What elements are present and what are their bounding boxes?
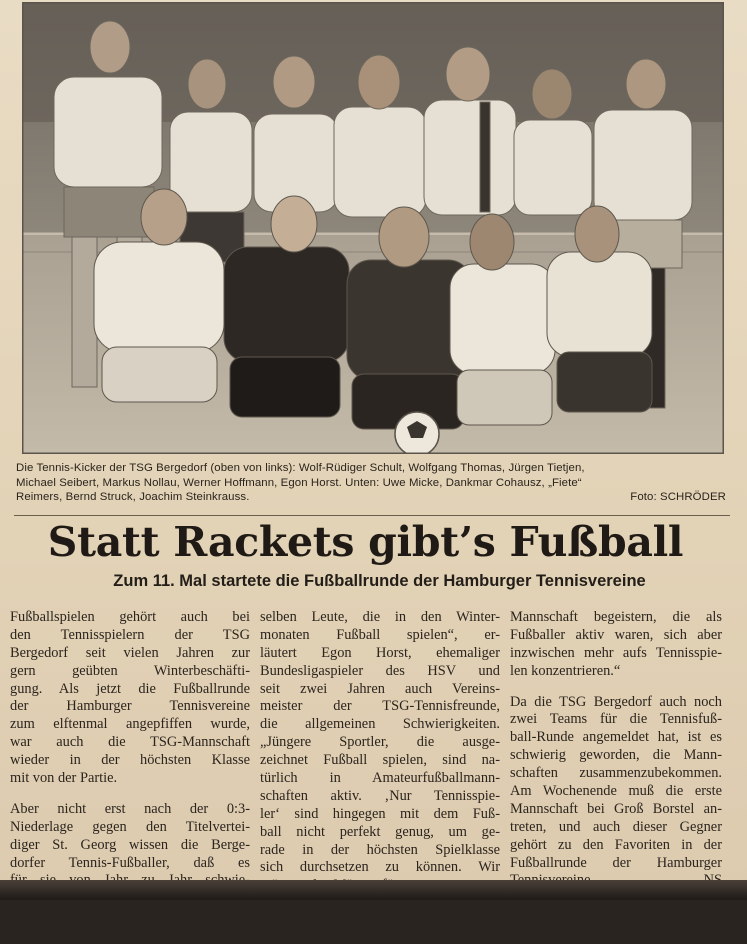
- article-line: gern geübten Winterbeschäfti-: [10, 662, 250, 679]
- team-photo-image: [22, 2, 724, 454]
- article-line: ball nicht perfekt genug, um ge-: [260, 823, 500, 840]
- article-line: Mannschaft bei Groß Borstel an-: [510, 800, 722, 817]
- article-line: gehört zu den Favoriten in der: [510, 836, 722, 853]
- article-line: schaften aktiv. ‚Nur Tennisspie-: [260, 787, 500, 804]
- article-line: der Hamburger Tennisvereine: [10, 698, 250, 715]
- article-line: treten, und auch dieser Gegner: [510, 818, 722, 835]
- article-column-3: [510, 609, 722, 890]
- article-line: Bundesligaspieler des HSV und: [260, 662, 500, 679]
- article-line: dorfer Tennis-Fußballer, daß es: [10, 854, 250, 871]
- article-line: selben Leute, die in den Winter-: [260, 609, 500, 625]
- article-line: Niederlage gegen den Titelvertei-: [10, 818, 250, 835]
- article-line: zwei Teams für die Tennisfuß-: [510, 711, 722, 728]
- article-line: „Jüngere Sportler, die ausge-: [260, 734, 500, 751]
- article-line: sich durchsetzen zu können. Wir: [260, 859, 500, 876]
- article-line: läutert Egon Horst, ehemaliger: [260, 644, 500, 661]
- article-line: Mannschaft begeistern, die als: [510, 609, 722, 625]
- caption-line: Michael Seibert, Markus Nollau, Werner Hoffmann, Egon Horst. Unten: Uwe Micke, Dankmar Cohausz, „Fiete“: [16, 476, 582, 489]
- article-line: Da die TSG Bergedorf auch noch: [510, 693, 722, 710]
- article-line: Klasse zu behaupten.: [10, 908, 250, 925]
- headline: Statt Rackets gibt’s Fußball: [47, 518, 684, 566]
- article-line: seit zwei Jahren auch Vereins-: [260, 680, 500, 697]
- article-column-2: [260, 609, 500, 895]
- caption-line: Reimers, Bernd Struck, Joachim Steinkrauss.: [16, 491, 250, 503]
- article-line: Fußballspielen gehört auch bei: [10, 609, 250, 625]
- subheadline: Zum 11. Mal startete die Fußballrunde der Hamburger Tennisvereine: [113, 572, 646, 590]
- article-line: inzwischen mehr aufs Tennisspie-: [510, 644, 722, 661]
- article-line: rade in der höchsten Spielklasse: [260, 841, 500, 858]
- article-line: die allgemeinen Schwierigkeiten.: [260, 716, 500, 733]
- article-line: Aber nicht erst nach der 0:3-: [10, 800, 250, 817]
- article-line: war auch die TSG-Mannschaft: [10, 734, 250, 751]
- article-line: mit von der Partie.: [10, 770, 118, 787]
- article-line: ball-Runde angemeldet hat, ist es: [510, 729, 722, 746]
- caption-line: Die Tennis-Kicker der TSG Bergedorf (oben von links): Wolf-Rüdiger Schult, Wolfgang Thomas, Jürgen Tietjen,: [16, 462, 585, 474]
- article-line: schwierig geworden, die Mann-: [510, 747, 722, 764]
- article-line: Am Wochenende muß die erste: [510, 783, 722, 800]
- team-photo: [22, 2, 724, 454]
- article-line: diger St. Georg wissen die Berge-: [10, 836, 250, 853]
- article-line: ler‘ sind hingegen mit dem Fuß-: [260, 805, 500, 822]
- article-line: len konzentrieren.“: [510, 662, 621, 679]
- article-line: den Tennisspielern der TSG: [10, 626, 250, 643]
- article-line: türlich in Amateurfußballmann-: [260, 770, 500, 787]
- paragraph-gap: [10, 788, 250, 801]
- article-line: Fußballer aktiv waren, sich aber: [510, 626, 722, 643]
- article-line: monaten Fußball spielen“, er-: [260, 626, 500, 643]
- article-line: zum elftenmal angepfiffen wurde,: [10, 716, 250, 733]
- background-edge: [0, 880, 747, 900]
- article-line: zeichnet Fußball spielen, sind na-: [260, 752, 500, 769]
- article-line: gung. Als jetzt die Fußballrunde: [10, 680, 250, 697]
- article-line: meister der TSG-Tennisfreunde,: [260, 698, 500, 715]
- photo-credit: Foto: SCHRÖDER: [630, 491, 726, 503]
- article-line: wieder in der höchsten Klasse: [10, 752, 250, 769]
- paragraph-gap: [510, 681, 722, 694]
- article-line: schaften zusammenzubekommen.: [510, 765, 722, 782]
- article-line: Fußballrunde der Hamburger: [510, 854, 722, 871]
- divider: [14, 515, 730, 516]
- article-line: „Es sind seit Jahren stets die-: [10, 926, 179, 943]
- photo-caption: [16, 461, 728, 505]
- article-line: Bergedorf seit vielen Jahren zur: [10, 644, 250, 661]
